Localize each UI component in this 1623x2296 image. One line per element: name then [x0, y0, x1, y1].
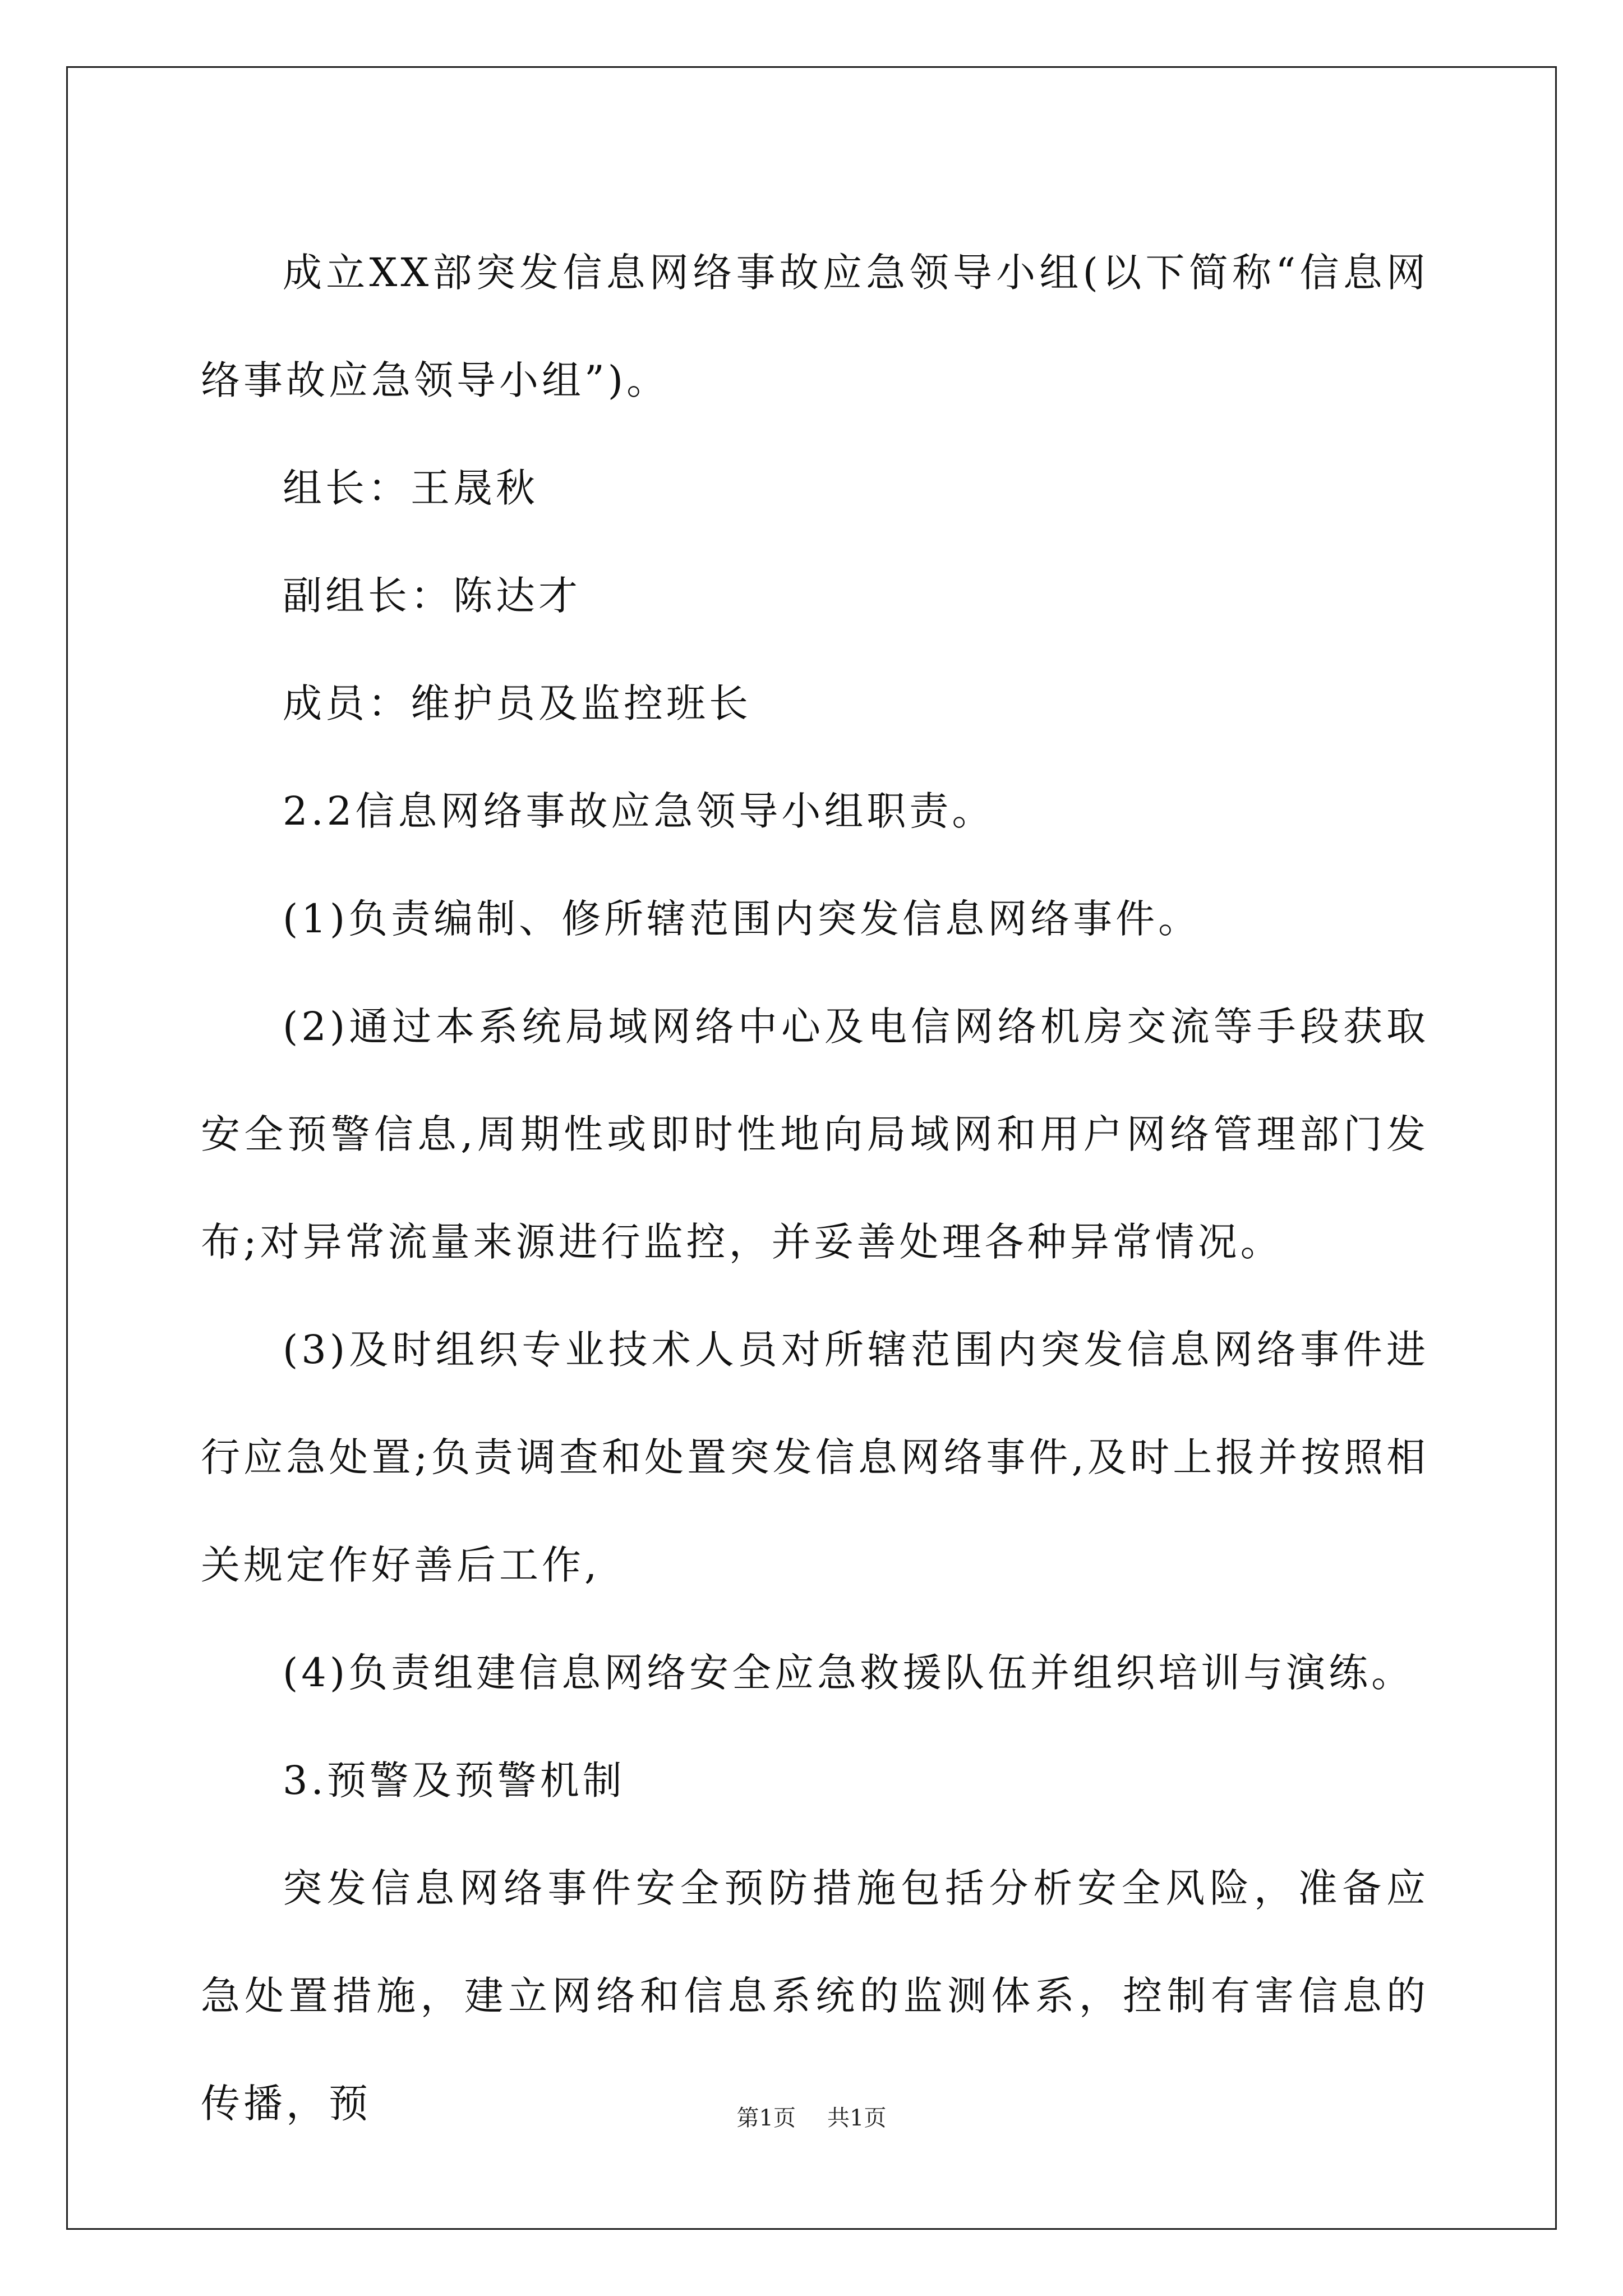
page-footer	[0, 2102, 1623, 2134]
page-number: 第1页	[736, 2105, 796, 2131]
section-heading-3: 3.预警及预警机制	[283, 1757, 625, 1803]
paragraph-group-leader: 组长：王晟秋	[283, 465, 538, 511]
duty-item-4: (4)负责组建信息网络安全应急救援队伍并组织培训与演练。	[283, 1650, 1414, 1696]
paragraph-deputy-leader: 副组长：陈达才	[283, 573, 581, 619]
section-heading-2-2: 2.2信息网络事故应急领导小组职责。	[283, 788, 995, 834]
paragraph-prevention-measures: 突发信息网络事件安全预防措施包括分析安全风险，准备应急处置措施，建立网络和信息系统的监测体系，控制有害信息的传播，预	[201, 1865, 1429, 2127]
duty-item-2: (2)通过本系统局域网络中心及电信网络机房交流等手段获取安全预警信息,周期性或即时性地向局域网和用户网络管理部门发布;对异常流量来源进行监控，并妥善处理各种异常情况。	[201, 1004, 1429, 1265]
page-total: 共1页	[827, 2105, 887, 2131]
paragraph-establish-group: 成立XX部突发信息网络事故应急领导小组(以下简称“信息网络事故应急领导小组”)。	[201, 250, 1429, 403]
paragraph-members: 成员：维护员及监控班长	[283, 680, 751, 726]
duty-item-1: (1)负责编制、修所辖范围内突发信息网络事件。	[283, 896, 1201, 942]
document-body	[201, 219, 1429, 2157]
duty-item-3: (3)及时组织专业技术人员对所辖范围内突发信息网络事件进行应急处置;负责调查和处置突发信息网络事件,及时上报并按照相关规定作好善后工作,	[201, 1327, 1429, 1588]
